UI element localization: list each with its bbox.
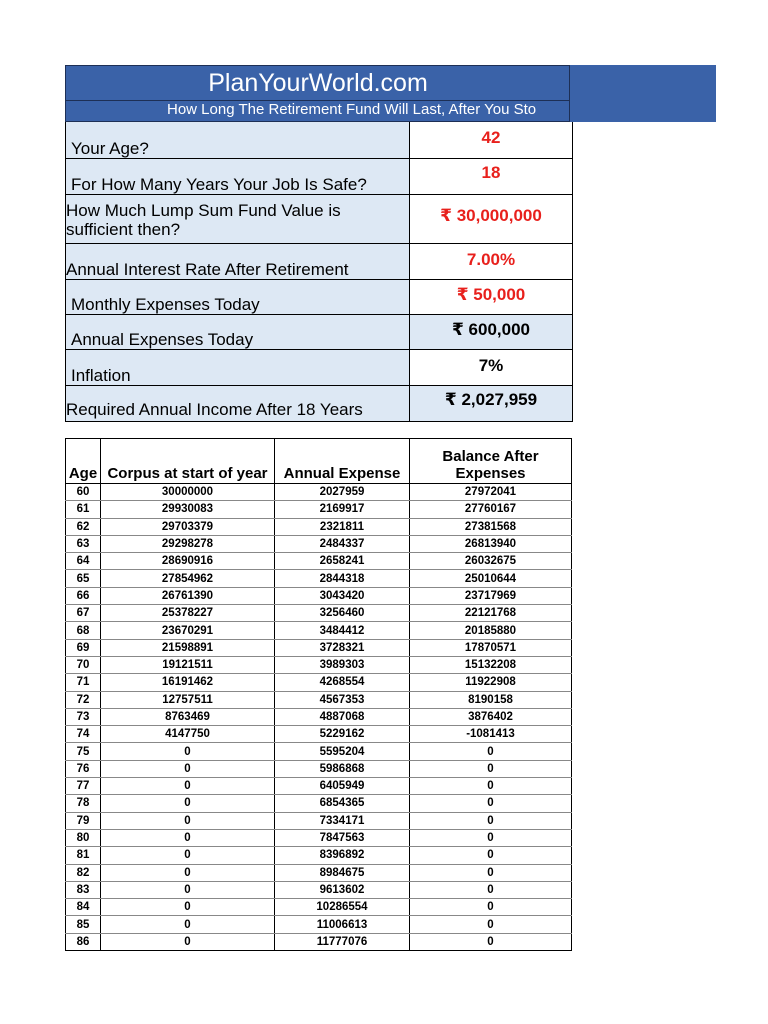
cell-age: 72 — [66, 691, 101, 708]
cell-annual-expense: 4567353 — [275, 691, 410, 708]
cell-age: 84 — [66, 899, 101, 916]
cell-balance: 0 — [410, 760, 572, 777]
cell-annual-expense: 5595204 — [275, 743, 410, 760]
cell-age: 75 — [66, 743, 101, 760]
cell-balance: 0 — [410, 933, 572, 950]
table-row — [66, 829, 572, 846]
monthly-expenses-input[interactable]: ₹ 50,000 — [410, 280, 572, 314]
cell-annual-expense: 3484412 — [275, 622, 410, 639]
cell-balance: 3876402 — [410, 708, 572, 725]
site-title: PlanYourWorld.com — [208, 69, 428, 97]
required-income-value: ₹ 2,027,959 — [410, 386, 572, 421]
column-header-balance: Balance After Expenses — [410, 439, 572, 484]
form-label: For How Many Years Your Job Is Safe? — [66, 159, 410, 194]
cell-annual-expense: 11777076 — [275, 933, 410, 950]
table-body — [66, 484, 572, 951]
cell-age: 83 — [66, 881, 101, 898]
cell-corpus: 29703379 — [101, 518, 275, 535]
cell-corpus: 29930083 — [101, 501, 275, 518]
cell-age: 78 — [66, 795, 101, 812]
projection-table-wrap — [65, 438, 571, 951]
cell-age: 71 — [66, 674, 101, 691]
form-row-inflation — [66, 350, 572, 386]
table-row — [66, 933, 572, 950]
cell-balance: 8190158 — [410, 691, 572, 708]
cell-age: 62 — [66, 518, 101, 535]
column-header-annual-expense: Annual Expense — [275, 439, 410, 484]
cell-corpus: 0 — [101, 812, 275, 829]
cell-balance: 27760167 — [410, 501, 572, 518]
cell-balance: 0 — [410, 899, 572, 916]
cell-corpus: 29298278 — [101, 535, 275, 552]
cell-age: 76 — [66, 760, 101, 777]
cell-balance: 0 — [410, 916, 572, 933]
site-header-banner — [65, 65, 716, 122]
cell-balance: 17870571 — [410, 639, 572, 656]
annual-expenses-value: ₹ 600,000 — [410, 315, 572, 349]
cell-age: 68 — [66, 622, 101, 639]
cell-balance: 27381568 — [410, 518, 572, 535]
cell-annual-expense: 9613602 — [275, 881, 410, 898]
table-row — [66, 778, 572, 795]
cell-annual-expense: 7334171 — [275, 812, 410, 829]
cell-annual-expense: 3043420 — [275, 587, 410, 604]
cell-age: 66 — [66, 587, 101, 604]
table-row — [66, 605, 572, 622]
table-row — [66, 708, 572, 725]
lump-sum-input[interactable]: ₹ 30,000,000 — [410, 195, 572, 243]
table-row — [66, 899, 572, 916]
table-row — [66, 622, 572, 639]
table-row — [66, 484, 572, 501]
cell-corpus: 8763469 — [101, 708, 275, 725]
input-form — [65, 122, 573, 422]
cell-age: 79 — [66, 812, 101, 829]
cell-annual-expense: 6405949 — [275, 778, 410, 795]
table-row — [66, 726, 572, 743]
cell-corpus: 0 — [101, 916, 275, 933]
cell-annual-expense: 4268554 — [275, 674, 410, 691]
cell-balance: 11922908 — [410, 674, 572, 691]
cell-annual-expense: 2321811 — [275, 518, 410, 535]
table-row — [66, 881, 572, 898]
form-label: Annual Expenses Today — [66, 315, 410, 349]
cell-annual-expense: 5986868 — [275, 760, 410, 777]
table-row — [66, 639, 572, 656]
cell-corpus: 0 — [101, 881, 275, 898]
cell-annual-expense: 8396892 — [275, 847, 410, 864]
table-header-row — [66, 439, 572, 484]
cell-balance: 0 — [410, 864, 572, 881]
cell-age: 80 — [66, 829, 101, 846]
cell-balance: -1081413 — [410, 726, 572, 743]
cell-balance: 0 — [410, 829, 572, 846]
form-label: Inflation — [66, 350, 410, 385]
cell-balance: 26032675 — [410, 553, 572, 570]
table-row — [66, 916, 572, 933]
cell-corpus: 0 — [101, 847, 275, 864]
table-row — [66, 795, 572, 812]
cell-corpus: 21598891 — [101, 639, 275, 656]
cell-annual-expense: 2844318 — [275, 570, 410, 587]
cell-corpus: 0 — [101, 743, 275, 760]
cell-annual-expense: 6854365 — [275, 795, 410, 812]
cell-balance: 0 — [410, 778, 572, 795]
cell-annual-expense: 11006613 — [275, 916, 410, 933]
cell-balance: 0 — [410, 795, 572, 812]
form-row-age — [66, 122, 572, 159]
cell-corpus: 0 — [101, 829, 275, 846]
table-row — [66, 656, 572, 673]
table-row — [66, 864, 572, 881]
form-row-required-income — [66, 386, 572, 422]
cell-age: 64 — [66, 553, 101, 570]
cell-annual-expense: 3989303 — [275, 656, 410, 673]
cell-corpus: 28690916 — [101, 553, 275, 570]
table-row — [66, 553, 572, 570]
cell-corpus: 12757511 — [101, 691, 275, 708]
cell-corpus: 4147750 — [101, 726, 275, 743]
age-input[interactable]: 42 — [410, 122, 572, 158]
cell-age: 67 — [66, 605, 101, 622]
cell-balance: 0 — [410, 881, 572, 898]
form-label: Monthly Expenses Today — [66, 280, 410, 314]
cell-age: 63 — [66, 535, 101, 552]
cell-corpus: 0 — [101, 899, 275, 916]
cell-annual-expense: 2658241 — [275, 553, 410, 570]
cell-corpus: 30000000 — [101, 484, 275, 501]
table-row — [66, 812, 572, 829]
table-row — [66, 501, 572, 518]
cell-age: 85 — [66, 916, 101, 933]
form-row-job-years — [66, 159, 572, 195]
cell-balance: 0 — [410, 743, 572, 760]
table-row — [66, 674, 572, 691]
interest-rate-input[interactable]: 7.00% — [410, 244, 572, 279]
column-header-corpus: Corpus at start of year — [101, 439, 275, 484]
cell-balance: 23717969 — [410, 587, 572, 604]
table-row — [66, 691, 572, 708]
form-label: Required Annual Income After 18 Years — [66, 386, 410, 421]
form-label: Your Age? — [66, 122, 410, 158]
cell-balance: 0 — [410, 812, 572, 829]
cell-annual-expense: 5229162 — [275, 726, 410, 743]
form-row-annual-expenses — [66, 315, 572, 350]
cell-corpus: 16191462 — [101, 674, 275, 691]
cell-age: 86 — [66, 933, 101, 950]
cell-balance: 25010644 — [410, 570, 572, 587]
form-row-lump-sum — [66, 195, 572, 244]
cell-balance: 0 — [410, 847, 572, 864]
table-row — [66, 587, 572, 604]
cell-age: 74 — [66, 726, 101, 743]
cell-corpus: 0 — [101, 760, 275, 777]
cell-corpus: 0 — [101, 933, 275, 950]
cell-corpus: 0 — [101, 778, 275, 795]
cell-annual-expense: 8984675 — [275, 864, 410, 881]
form-label: How Much Lump Sum Fund Value is sufficient then? — [66, 195, 410, 243]
cell-annual-expense: 7847563 — [275, 829, 410, 846]
cell-balance: 15132208 — [410, 656, 572, 673]
cell-age: 81 — [66, 847, 101, 864]
cell-age: 70 — [66, 656, 101, 673]
projection-table — [65, 438, 572, 951]
cell-corpus: 26761390 — [101, 587, 275, 604]
cell-annual-expense: 2027959 — [275, 484, 410, 501]
cell-balance: 22121768 — [410, 605, 572, 622]
table-row — [66, 570, 572, 587]
cell-age: 65 — [66, 570, 101, 587]
cell-age: 73 — [66, 708, 101, 725]
cell-balance: 27972041 — [410, 484, 572, 501]
form-row-interest-rate — [66, 244, 572, 280]
table-row — [66, 847, 572, 864]
job-years-input[interactable]: 18 — [410, 159, 572, 194]
cell-annual-expense: 2484337 — [275, 535, 410, 552]
cell-age: 77 — [66, 778, 101, 795]
cell-age: 69 — [66, 639, 101, 656]
cell-age: 82 — [66, 864, 101, 881]
cell-corpus: 0 — [101, 864, 275, 881]
form-label: Annual Interest Rate After Retirement — [66, 244, 410, 279]
form-row-monthly-expenses — [66, 280, 572, 315]
table-row — [66, 760, 572, 777]
table-row — [66, 743, 572, 760]
cell-annual-expense: 3256460 — [275, 605, 410, 622]
cell-corpus: 27854962 — [101, 570, 275, 587]
table-row — [66, 518, 572, 535]
cell-annual-expense: 4887068 — [275, 708, 410, 725]
table-row — [66, 535, 572, 552]
cell-age: 60 — [66, 484, 101, 501]
cell-corpus: 0 — [101, 795, 275, 812]
cell-corpus: 19121511 — [101, 656, 275, 673]
cell-balance: 20185880 — [410, 622, 572, 639]
column-header-age: Age — [66, 439, 101, 484]
cell-balance: 26813940 — [410, 535, 572, 552]
cell-annual-expense: 10286554 — [275, 899, 410, 916]
page-subtitle: How Long The Retirement Fund Will Last, After You Sto — [167, 101, 537, 118]
cell-corpus: 23670291 — [101, 622, 275, 639]
cell-age: 61 — [66, 501, 101, 518]
cell-annual-expense: 3728321 — [275, 639, 410, 656]
cell-corpus: 25378227 — [101, 605, 275, 622]
cell-annual-expense: 2169917 — [275, 501, 410, 518]
inflation-value: 7% — [410, 350, 572, 385]
